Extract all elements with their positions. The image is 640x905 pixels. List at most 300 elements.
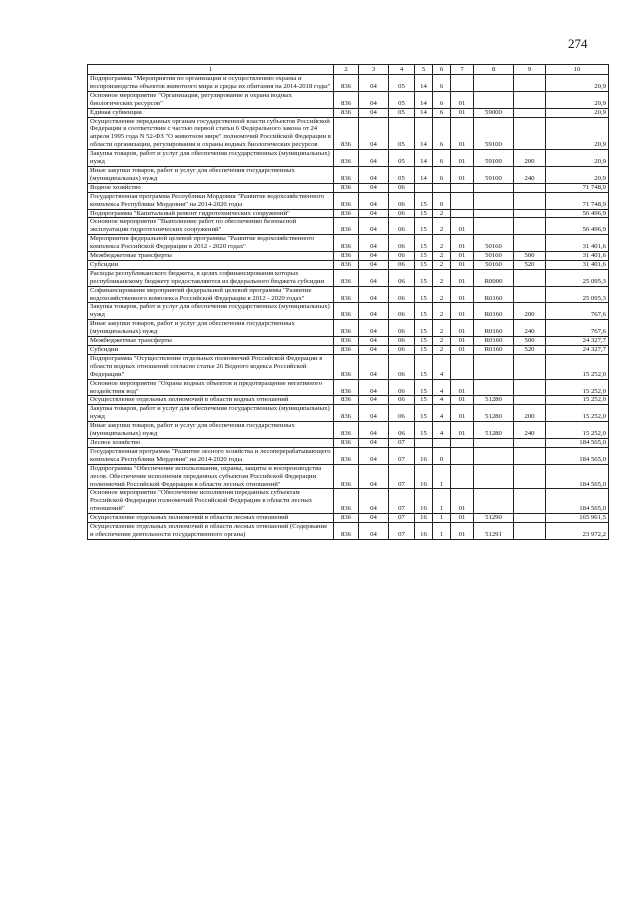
code-program-cell: 15 [415, 286, 433, 303]
table-row [88, 209, 609, 218]
column-header: 3 [359, 65, 389, 75]
code-program-cell: 16 [415, 489, 433, 514]
code-subsection-cell: 06 [389, 354, 415, 379]
code-activity-cell: 01 [451, 252, 474, 261]
code-expense-type-cell: 200 [514, 150, 546, 167]
table-row [88, 303, 609, 320]
code-subprogram-cell: 2 [433, 337, 451, 346]
code-subprogram-cell: 0 [433, 192, 451, 209]
table-row [88, 108, 609, 117]
amount-cell: 56 496,9 [546, 218, 609, 235]
code-program-cell: 16 [415, 464, 433, 489]
code-section-cell: 04 [359, 209, 389, 218]
code-program-cell: 14 [415, 108, 433, 117]
amount-cell: 15 252,0 [546, 354, 609, 379]
code-ministry-cell: 836 [334, 346, 359, 355]
code-ministry-cell: 836 [334, 464, 359, 489]
code-direction-cell [474, 75, 514, 92]
row-name-cell: Единая субвенция [88, 108, 334, 117]
row-name-cell: Осуществление переданных органам государственной власти субъектов Российской Федерации в соответствии с частью первой статьи 6 Федерального закона от 24 апреля 1995 года N 52-ФЗ "О животном мире" полномочий Российской Федерации в области организации, регулирования и охраны водных биологических ресурсов [88, 117, 334, 150]
code-expense-type-cell [514, 523, 546, 540]
code-subsection-cell: 06 [389, 192, 415, 209]
code-program-cell [415, 438, 433, 447]
code-program-cell: 15 [415, 252, 433, 261]
code-expense-type-cell [514, 464, 546, 489]
code-subsection-cell: 05 [389, 91, 415, 108]
code-direction-cell: 50160 [474, 235, 514, 252]
row-name-cell: Осуществление отдельных полномочий в области лесных отношений [88, 514, 334, 523]
code-subsection-cell: 07 [389, 523, 415, 540]
code-ministry-cell: 836 [334, 108, 359, 117]
code-activity-cell [451, 464, 474, 489]
code-subprogram-cell: 4 [433, 422, 451, 439]
row-name-cell: Софинансирование мероприятий федеральной целевой программы "Развитие водохозяйственного комплекса Российской Федерации в 2012 - 2020 годах" [88, 286, 334, 303]
row-name-cell: Основное мероприятие "Охрана водных объектов и предотвращение негативного воздействия вод" [88, 379, 334, 396]
code-section-cell: 04 [359, 260, 389, 269]
table-row [88, 252, 609, 261]
code-subprogram-cell: 2 [433, 346, 451, 355]
table-row [88, 346, 609, 355]
code-subsection-cell: 06 [389, 396, 415, 405]
code-subsection-cell: 06 [389, 269, 415, 286]
code-subprogram-cell: 6 [433, 75, 451, 92]
code-section-cell: 04 [359, 269, 389, 286]
code-expense-type-cell [514, 379, 546, 396]
row-name-cell: Иные закупки товаров, работ и услуг для обеспечения государственных (муниципальных) нужд [88, 320, 334, 337]
code-ministry-cell: 836 [334, 396, 359, 405]
column-header: 4 [389, 65, 415, 75]
code-expense-type-cell: 240 [514, 422, 546, 439]
code-subsection-cell: 05 [389, 108, 415, 117]
code-ministry-cell: 836 [334, 235, 359, 252]
code-section-cell: 04 [359, 183, 389, 192]
amount-cell: 71 748,9 [546, 183, 609, 192]
code-subprogram-cell: 4 [433, 354, 451, 379]
code-subsection-cell: 06 [389, 218, 415, 235]
amount-cell: 20,9 [546, 75, 609, 92]
code-program-cell: 15 [415, 354, 433, 379]
row-name-cell: Подпрограмма "Осуществление отдельных полномочий Российской Федерации в области водных отношений согласно статье 26 Водного кодекса Российской Федерации" [88, 354, 334, 379]
row-name-cell: Закупка товаров, работ и услуг для обеспечения государственных (муниципальных) нужд [88, 303, 334, 320]
code-direction-cell: 51280 [474, 396, 514, 405]
column-header: 5 [415, 65, 433, 75]
code-expense-type-cell [514, 117, 546, 150]
table-row [88, 192, 609, 209]
code-activity-cell: 01 [451, 489, 474, 514]
code-activity-cell: 01 [451, 286, 474, 303]
code-program-cell: 15 [415, 218, 433, 235]
code-direction-cell: 59100 [474, 117, 514, 150]
column-header: 10 [546, 65, 609, 75]
code-subprogram-cell: 1 [433, 464, 451, 489]
row-name-cell: Расходы республиканского бюджета, в целях софинансирования которых республиканскому бюджету предоставляются из федерального бюджета субсидии [88, 269, 334, 286]
code-ministry-cell: 836 [334, 422, 359, 439]
column-header: 6 [433, 65, 451, 75]
code-expense-type-cell: 200 [514, 405, 546, 422]
code-subprogram-cell: 2 [433, 235, 451, 252]
code-ministry-cell: 836 [334, 447, 359, 464]
code-subsection-cell: 07 [389, 489, 415, 514]
code-section-cell: 04 [359, 346, 389, 355]
code-activity-cell [451, 209, 474, 218]
amount-cell: 184 565,0 [546, 438, 609, 447]
code-ministry-cell: 836 [334, 489, 359, 514]
code-direction-cell: 50160 [474, 252, 514, 261]
code-activity-cell [451, 183, 474, 192]
code-program-cell: 15 [415, 405, 433, 422]
code-ministry-cell: 836 [334, 269, 359, 286]
code-program-cell: 15 [415, 337, 433, 346]
code-direction-cell [474, 192, 514, 209]
code-direction-cell: 51280 [474, 405, 514, 422]
code-activity-cell: 01 [451, 346, 474, 355]
amount-cell: 15 252,0 [546, 405, 609, 422]
budget-table [87, 64, 609, 540]
code-direction-cell: R0160 [474, 337, 514, 346]
code-activity-cell [451, 354, 474, 379]
code-ministry-cell: 836 [334, 523, 359, 540]
table-row [88, 183, 609, 192]
table-header-row [88, 65, 609, 75]
code-activity-cell: 01 [451, 150, 474, 167]
code-program-cell: 15 [415, 192, 433, 209]
code-subprogram-cell [433, 183, 451, 192]
code-section-cell: 04 [359, 235, 389, 252]
code-program-cell: 14 [415, 117, 433, 150]
code-activity-cell: 01 [451, 514, 474, 523]
table-row [88, 489, 609, 514]
code-subprogram-cell: 2 [433, 260, 451, 269]
code-expense-type-cell [514, 396, 546, 405]
code-expense-type-cell: 240 [514, 166, 546, 183]
code-direction-cell [474, 464, 514, 489]
table-row [88, 514, 609, 523]
code-expense-type-cell [514, 91, 546, 108]
column-header: 1 [88, 65, 334, 75]
code-section-cell: 04 [359, 166, 389, 183]
code-subprogram-cell: 6 [433, 150, 451, 167]
code-activity-cell: 01 [451, 405, 474, 422]
code-direction-cell [474, 91, 514, 108]
code-section-cell: 04 [359, 514, 389, 523]
code-expense-type-cell [514, 438, 546, 447]
code-subsection-cell: 06 [389, 209, 415, 218]
code-subprogram-cell: 2 [433, 320, 451, 337]
code-expense-type-cell [514, 235, 546, 252]
code-subsection-cell: 07 [389, 464, 415, 489]
amount-cell: 184 565,0 [546, 489, 609, 514]
code-activity-cell: 01 [451, 235, 474, 252]
code-section-cell: 04 [359, 396, 389, 405]
row-name-cell: Межбюджетные трансферты [88, 252, 334, 261]
code-direction-cell [474, 447, 514, 464]
code-ministry-cell: 836 [334, 209, 359, 218]
code-section-cell: 04 [359, 303, 389, 320]
row-name-cell: Иные закупки товаров, работ и услуг для обеспечения государственных (муниципальных) нужд [88, 166, 334, 183]
amount-cell: 20,9 [546, 108, 609, 117]
table-row [88, 354, 609, 379]
column-header: 9 [514, 65, 546, 75]
row-name-cell: Мероприятия федеральной целевой программы "Развитие водохозяйственного комплекса Российской Федерации в 2012 - 2020 годах" [88, 235, 334, 252]
code-ministry-cell: 836 [334, 303, 359, 320]
code-direction-cell [474, 379, 514, 396]
amount-cell: 15 252,0 [546, 422, 609, 439]
table-row [88, 379, 609, 396]
code-ministry-cell: 836 [334, 75, 359, 92]
code-ministry-cell: 836 [334, 337, 359, 346]
row-name-cell: Государственная программа Республики Мордовия "Развитие водохозяйственного комплекса Республики Мордовия" на 2014-2020 годы [88, 192, 334, 209]
code-subprogram-cell: 2 [433, 303, 451, 320]
code-activity-cell [451, 75, 474, 92]
code-direction-cell: 59100 [474, 166, 514, 183]
code-subprogram-cell: 2 [433, 209, 451, 218]
code-subprogram-cell: 2 [433, 218, 451, 235]
code-activity-cell: 01 [451, 91, 474, 108]
table-row [88, 91, 609, 108]
table-row [88, 464, 609, 489]
code-subsection-cell: 06 [389, 422, 415, 439]
code-ministry-cell: 836 [334, 183, 359, 192]
code-expense-type-cell [514, 108, 546, 117]
code-expense-type-cell [514, 183, 546, 192]
code-direction-cell: R0160 [474, 286, 514, 303]
amount-cell: 767,6 [546, 303, 609, 320]
row-name-cell: Субсидии [88, 346, 334, 355]
code-ministry-cell: 836 [334, 286, 359, 303]
amount-cell: 25 095,3 [546, 269, 609, 286]
code-section-cell: 04 [359, 523, 389, 540]
code-section-cell: 04 [359, 75, 389, 92]
code-section-cell: 04 [359, 150, 389, 167]
code-subsection-cell: 06 [389, 379, 415, 396]
code-section-cell: 04 [359, 422, 389, 439]
row-name-cell: Основное мероприятие "Организация, регулирование и охрана водных биологических ресурсов" [88, 91, 334, 108]
row-name-cell: Закупка товаров, работ и услуг для обеспечения государственных (муниципальных) нужд [88, 405, 334, 422]
code-subsection-cell: 05 [389, 166, 415, 183]
table-row [88, 218, 609, 235]
code-direction-cell [474, 489, 514, 514]
code-direction-cell [474, 354, 514, 379]
code-ministry-cell: 836 [334, 260, 359, 269]
page-number: 274 [568, 36, 588, 51]
code-program-cell: 14 [415, 166, 433, 183]
code-section-cell: 04 [359, 218, 389, 235]
code-program-cell: 15 [415, 346, 433, 355]
code-section-cell: 04 [359, 379, 389, 396]
code-activity-cell: 01 [451, 422, 474, 439]
code-activity-cell: 01 [451, 379, 474, 396]
code-direction-cell [474, 183, 514, 192]
code-program-cell: 16 [415, 514, 433, 523]
table-row [88, 405, 609, 422]
amount-cell: 15 252,0 [546, 379, 609, 396]
amount-cell: 24 327,7 [546, 346, 609, 355]
amount-cell: 25 095,3 [546, 286, 609, 303]
code-subprogram-cell: 6 [433, 166, 451, 183]
amount-cell: 31 401,6 [546, 252, 609, 261]
code-program-cell: 15 [415, 396, 433, 405]
code-ministry-cell: 836 [334, 379, 359, 396]
code-expense-type-cell: 500 [514, 252, 546, 261]
code-subprogram-cell: 6 [433, 108, 451, 117]
code-ministry-cell: 836 [334, 252, 359, 261]
table-row [88, 269, 609, 286]
code-program-cell: 15 [415, 422, 433, 439]
code-subsection-cell: 06 [389, 320, 415, 337]
code-expense-type-cell [514, 192, 546, 209]
code-program-cell: 15 [415, 235, 433, 252]
amount-cell: 20,9 [546, 117, 609, 150]
code-subsection-cell: 06 [389, 235, 415, 252]
code-ministry-cell: 836 [334, 218, 359, 235]
code-direction-cell: R0160 [474, 320, 514, 337]
code-direction-cell: R0000 [474, 269, 514, 286]
code-program-cell: 15 [415, 260, 433, 269]
row-name-cell: Закупка товаров, работ и услуг для обеспечения государственных (муниципальных) нужд [88, 150, 334, 167]
code-activity-cell: 01 [451, 108, 474, 117]
amount-cell: 767,6 [546, 320, 609, 337]
code-program-cell: 15 [415, 379, 433, 396]
code-subsection-cell: 06 [389, 303, 415, 320]
code-expense-type-cell [514, 269, 546, 286]
row-name-cell: Иные закупки товаров, работ и услуг для обеспечения государственных (муниципальных) нужд [88, 422, 334, 439]
code-subprogram-cell: 6 [433, 91, 451, 108]
code-subsection-cell: 07 [389, 438, 415, 447]
code-ministry-cell: 836 [334, 320, 359, 337]
table-row [88, 117, 609, 150]
code-direction-cell: 51291 [474, 523, 514, 540]
code-section-cell: 04 [359, 464, 389, 489]
code-program-cell: 15 [415, 303, 433, 320]
code-expense-type-cell: 500 [514, 337, 546, 346]
code-expense-type-cell [514, 286, 546, 303]
code-subsection-cell: 06 [389, 286, 415, 303]
row-name-cell: Осуществление отдельных полномочий в области водных отношений [88, 396, 334, 405]
code-expense-type-cell [514, 218, 546, 235]
table-row [88, 337, 609, 346]
code-ministry-cell: 836 [334, 117, 359, 150]
code-expense-type-cell [514, 75, 546, 92]
code-activity-cell: 01 [451, 166, 474, 183]
row-name-cell: Основное мероприятие "Обеспечение исполнения переданных субъектам Российской Федерации полномочий Российской Федерации в области лесных отношений" [88, 489, 334, 514]
code-subprogram-cell: 1 [433, 523, 451, 540]
code-direction-cell: R0160 [474, 346, 514, 355]
code-activity-cell: 01 [451, 523, 474, 540]
code-section-cell: 04 [359, 252, 389, 261]
code-subsection-cell: 06 [389, 183, 415, 192]
code-expense-type-cell: 520 [514, 260, 546, 269]
code-section-cell: 04 [359, 354, 389, 379]
code-activity-cell: 01 [451, 260, 474, 269]
code-expense-type-cell [514, 354, 546, 379]
code-section-cell: 04 [359, 337, 389, 346]
code-activity-cell: 01 [451, 269, 474, 286]
amount-cell: 71 748,9 [546, 192, 609, 209]
code-direction-cell: R0160 [474, 303, 514, 320]
code-program-cell: 16 [415, 523, 433, 540]
table-row [88, 523, 609, 540]
code-direction-cell [474, 218, 514, 235]
code-subprogram-cell: 0 [433, 447, 451, 464]
code-ministry-cell: 836 [334, 438, 359, 447]
code-subprogram-cell: 2 [433, 252, 451, 261]
table-row [88, 235, 609, 252]
amount-cell: 56 496,9 [546, 209, 609, 218]
table-row [88, 286, 609, 303]
code-activity-cell [451, 192, 474, 209]
code-subprogram-cell: 4 [433, 405, 451, 422]
amount-cell: 20,9 [546, 166, 609, 183]
code-subprogram-cell: 6 [433, 117, 451, 150]
table-row [88, 447, 609, 464]
row-name-cell: Основное мероприятие "Выполнение работ по обеспечению безопасной эксплуатации гидротехнических сооружений" [88, 218, 334, 235]
code-activity-cell: 01 [451, 303, 474, 320]
code-program-cell: 15 [415, 320, 433, 337]
code-expense-type-cell [514, 514, 546, 523]
table-row [88, 396, 609, 405]
code-direction-cell [474, 209, 514, 218]
amount-cell: 31 401,6 [546, 235, 609, 252]
code-subprogram-cell: 4 [433, 379, 451, 396]
code-section-cell: 04 [359, 405, 389, 422]
code-activity-cell [451, 438, 474, 447]
code-program-cell: 15 [415, 269, 433, 286]
code-ministry-cell: 836 [334, 514, 359, 523]
column-header: 7 [451, 65, 474, 75]
amount-cell: 184 565,0 [546, 447, 609, 464]
row-name-cell: Субсидии [88, 260, 334, 269]
row-name-cell: Межбюджетные трансферты [88, 337, 334, 346]
code-program-cell: 14 [415, 91, 433, 108]
code-subsection-cell: 07 [389, 514, 415, 523]
row-name-cell: Подпрограмма "Капитальный ремонт гидротехнических сооружений" [88, 209, 334, 218]
code-direction-cell [474, 438, 514, 447]
row-name-cell: Лесное хозяйство [88, 438, 334, 447]
code-activity-cell: 01 [451, 320, 474, 337]
row-name-cell: Подпрограмма "Обеспечение использования, охраны, защиты и воспроизводства лесов. Обеспечение исполнения переданных субъектам Российской Федерации полномочий Российской Федерации в области лесных отношений" [88, 464, 334, 489]
code-ministry-cell: 836 [334, 150, 359, 167]
code-direction-cell: 50160 [474, 260, 514, 269]
row-name-cell: Государственная программа "Развитие лесного хозяйства и лесоперерабатывающего комплекса Республики Мордовия" на 2014-2020 годы [88, 447, 334, 464]
amount-cell: 31 401,6 [546, 260, 609, 269]
code-subsection-cell: 06 [389, 260, 415, 269]
row-name-cell: Осуществление отдельных полномочий в области лесных отношений (Содержание и обеспечение деятельности государственного органа) [88, 523, 334, 540]
amount-cell: 23 972,2 [546, 523, 609, 540]
table-row [88, 166, 609, 183]
code-subprogram-cell: 1 [433, 489, 451, 514]
code-section-cell: 04 [359, 108, 389, 117]
code-expense-type-cell [514, 209, 546, 218]
code-direction-cell: 51290 [474, 514, 514, 523]
row-name-cell: Подпрограмма "Мероприятия по организации и осуществлению охраны и воспроизводства объектов животного мира и среды их обитания на 2014-2018 годы" [88, 75, 334, 92]
code-section-cell: 04 [359, 489, 389, 514]
code-program-cell: 15 [415, 209, 433, 218]
code-program-cell: 14 [415, 75, 433, 92]
code-subprogram-cell: 2 [433, 286, 451, 303]
column-header: 2 [334, 65, 359, 75]
code-activity-cell: 01 [451, 218, 474, 235]
code-expense-type-cell: 520 [514, 346, 546, 355]
amount-cell: 184 565,0 [546, 464, 609, 489]
code-section-cell: 04 [359, 447, 389, 464]
code-expense-type-cell [514, 489, 546, 514]
amount-cell: 15 252,0 [546, 396, 609, 405]
code-direction-cell: 59100 [474, 150, 514, 167]
code-ministry-cell: 836 [334, 354, 359, 379]
table-row [88, 150, 609, 167]
code-subsection-cell: 05 [389, 75, 415, 92]
table-row [88, 438, 609, 447]
